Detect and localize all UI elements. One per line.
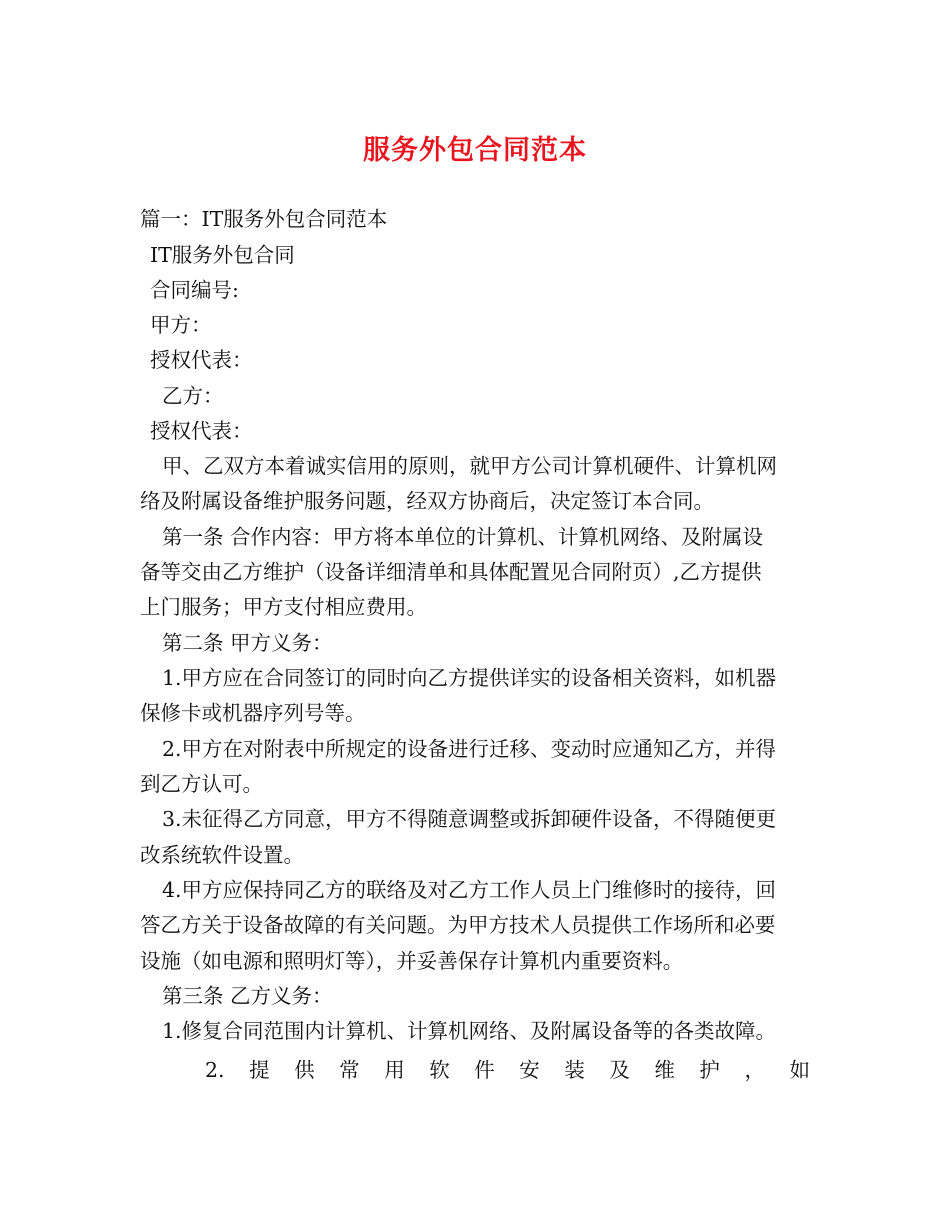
article-2-item-3: 3.未征得乙方同意，甲方不得随意调整或拆卸硬件设备，不得随便更: [162, 807, 777, 831]
article-2-item-1: 保修卡或机器序列号等。: [140, 701, 366, 725]
justified-char: 维: [654, 1058, 675, 1082]
justified-char: 提: [249, 1058, 270, 1082]
justified-char: 如: [789, 1058, 810, 1082]
article-1-line: 上门服务；甲方支付相应费用。: [140, 595, 427, 619]
article-2-item-2: 到乙方认可。: [140, 772, 263, 796]
justified-char: 用: [384, 1058, 405, 1082]
article-3-item-1: 1.修复合同范围内计算机、计算机网络、及附属设备等的各类故障。: [162, 1019, 777, 1043]
justified-char: 供: [294, 1058, 315, 1082]
article-2-item-4: 设施（如电源和照明灯等），并妥善保存计算机内重要资料。: [140, 949, 684, 973]
chapter-heading: 篇一：IT服务外包合同范本: [140, 207, 388, 231]
article-1-line: 第一条 合作内容：甲方将本单位的计算机、计算机网络、及附属设: [162, 525, 764, 549]
intro-paragraph-line: 甲、乙双方本着诚实信用的原则，就甲方公司计算机硬件、计算机网: [162, 454, 777, 478]
article-1-line: 备等交由乙方维护（设备详细清单和具体配置见合同附页）,乙方提供: [140, 560, 762, 584]
party-b-representative-label: 授权代表：: [150, 419, 253, 443]
justified-char: 软: [429, 1058, 450, 1082]
justified-char: 常: [339, 1058, 360, 1082]
party-a-representative-label: 授权代表：: [150, 348, 253, 372]
article-2-item-1: 1.甲方应在合同签订的同时向乙方提供详实的设备相关资料，如机器: [162, 666, 777, 690]
article-2-item-4: 4.甲方应保持同乙方的联络及对乙方工作人员上门维修时的接待，回: [162, 878, 777, 902]
justified-char: 装: [564, 1058, 585, 1082]
justified-char: 安: [519, 1058, 540, 1082]
justified-char: 件: [474, 1058, 495, 1082]
article-3-item-2-justified-line: [205, 1055, 810, 1085]
justified-char: 2.: [205, 1058, 225, 1082]
article-3-heading: 第三条 乙方义务：: [162, 984, 333, 1008]
intro-paragraph-line: 络及附属设备维护服务问题，经双方协商后，决定签订本合同。: [140, 489, 714, 513]
justified-char: 护: [699, 1058, 720, 1082]
article-2-item-2: 2.甲方在对附表中所规定的设备进行迁移、变动时应通知乙方，并得: [162, 737, 777, 761]
document-title: 服务外包合同范本: [363, 135, 587, 166]
party-b-label: 乙方：: [162, 384, 224, 408]
article-2-item-3: 改系统软件设置。: [140, 843, 304, 867]
contract-name: IT服务外包合同: [150, 243, 295, 267]
justified-char: ，: [744, 1058, 765, 1082]
justified-char: 及: [609, 1058, 630, 1082]
article-2-heading: 第二条 甲方义务：: [162, 631, 333, 655]
article-2-item-4: 答乙方关于设备故障的有关问题。为甲方技术人员提供工作场所和必要: [140, 913, 776, 937]
party-a-label: 甲方：: [150, 313, 212, 337]
contract-number-label: 合同编号:: [150, 278, 239, 302]
